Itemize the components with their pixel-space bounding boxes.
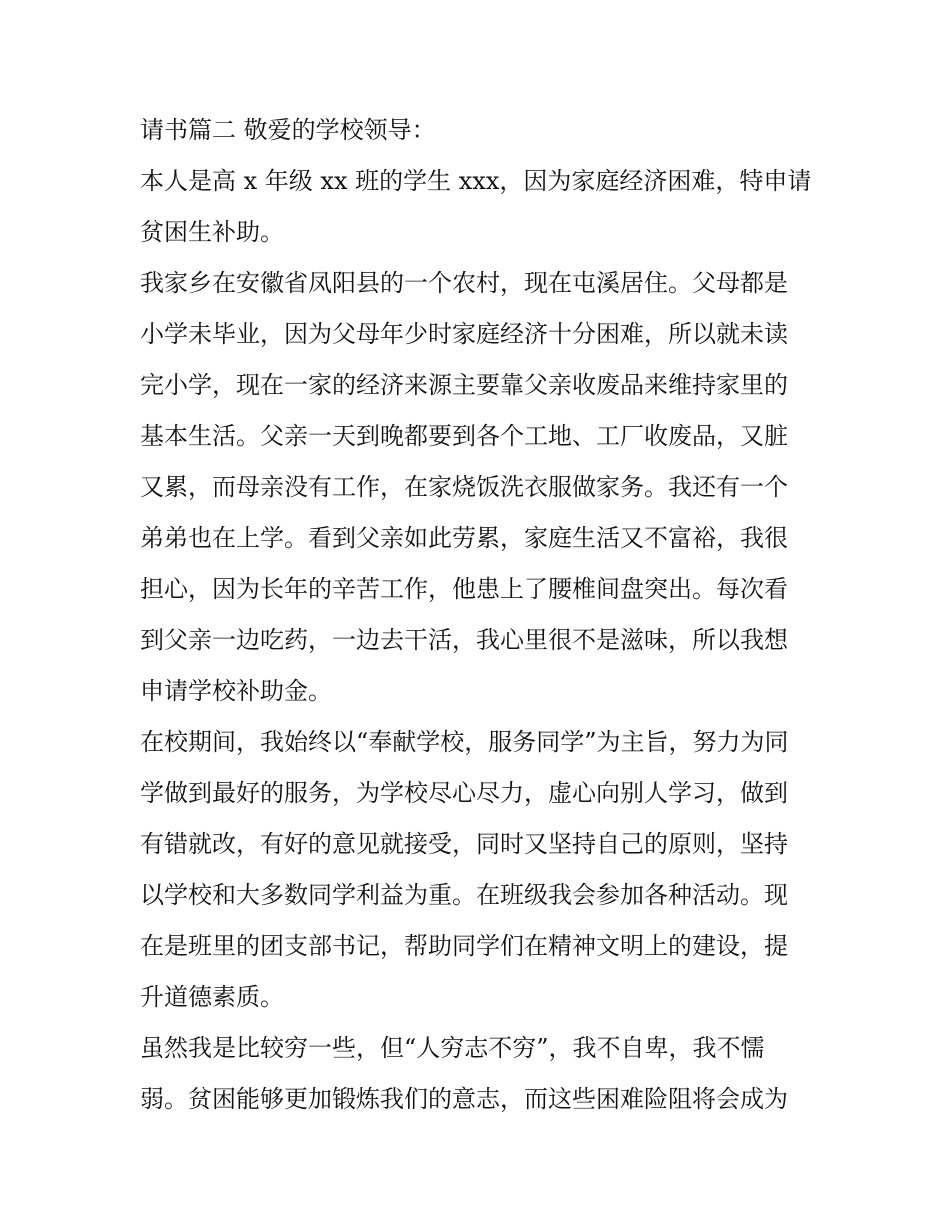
text-line-9: 弟弟也在上学。看到父亲如此劳累，家庭生活又不富裕，我很 xyxy=(140,524,788,552)
text-line-20: 弱。贫困能够更加锻炼我们的意志，而这些困难险阻将会成为 xyxy=(140,1085,788,1113)
text-line-8: 又累，而母亲没有工作，在家烧饭洗衣服做家务。我还有一个 xyxy=(140,473,788,501)
text-line-3: 贫困生补助。 xyxy=(140,218,284,246)
text-line-12: 申请学校补助金。 xyxy=(140,677,332,705)
text-line-4: 我家乡在安徽省凤阳县的一个农村，现在屯溪居住。父母都是 xyxy=(140,269,788,297)
text-line-17: 在是班里的团支部书记，帮助同学们在精神文明上的建设，提 xyxy=(140,932,788,960)
text-line-2: 本人是高 x 年级 xx 班的学生 xxx，因为家庭经济困难，特申请 xyxy=(140,167,812,195)
text-line-11: 到父亲一边吃药，一边去干活，我心里很不是滋味，所以我想 xyxy=(140,626,788,654)
text-line-18: 升道德素质。 xyxy=(140,983,284,1011)
text-line-1: 请书篇二 敬爱的学校领导： xyxy=(140,116,436,144)
text-line-19: 虽然我是比较穷一些，但“人穷志不穷”，我不自卑，我不懦 xyxy=(140,1034,765,1062)
text-line-10: 担心，因为长年的辛苦工作，他患上了腰椎间盘突出。每次看 xyxy=(140,575,788,603)
text-line-14: 学做到最好的服务，为学校尽心尽力，虚心向别人学习，做到 xyxy=(140,779,788,807)
text-line-15: 有错就改，有好的意见就接受，同时又坚持自己的原则，坚持 xyxy=(140,830,788,858)
text-line-5: 小学未毕业，因为父母年少时家庭经济十分困难，所以就未读 xyxy=(140,320,788,348)
text-line-7: 基本生活。父亲一天到晚都要到各个工地、工厂收废品，又脏 xyxy=(140,422,788,450)
document-body xyxy=(140,105,812,1125)
text-line-13: 在校期间，我始终以“奉献学校，服务同学”为主旨，努力为同 xyxy=(140,728,789,756)
text-line-16: 以学校和大多数同学利益为重。在班级我会参加各种活动。现 xyxy=(140,881,788,909)
text-line-6: 完小学，现在一家的经济来源主要靠父亲收废品来维持家里的 xyxy=(140,371,788,399)
